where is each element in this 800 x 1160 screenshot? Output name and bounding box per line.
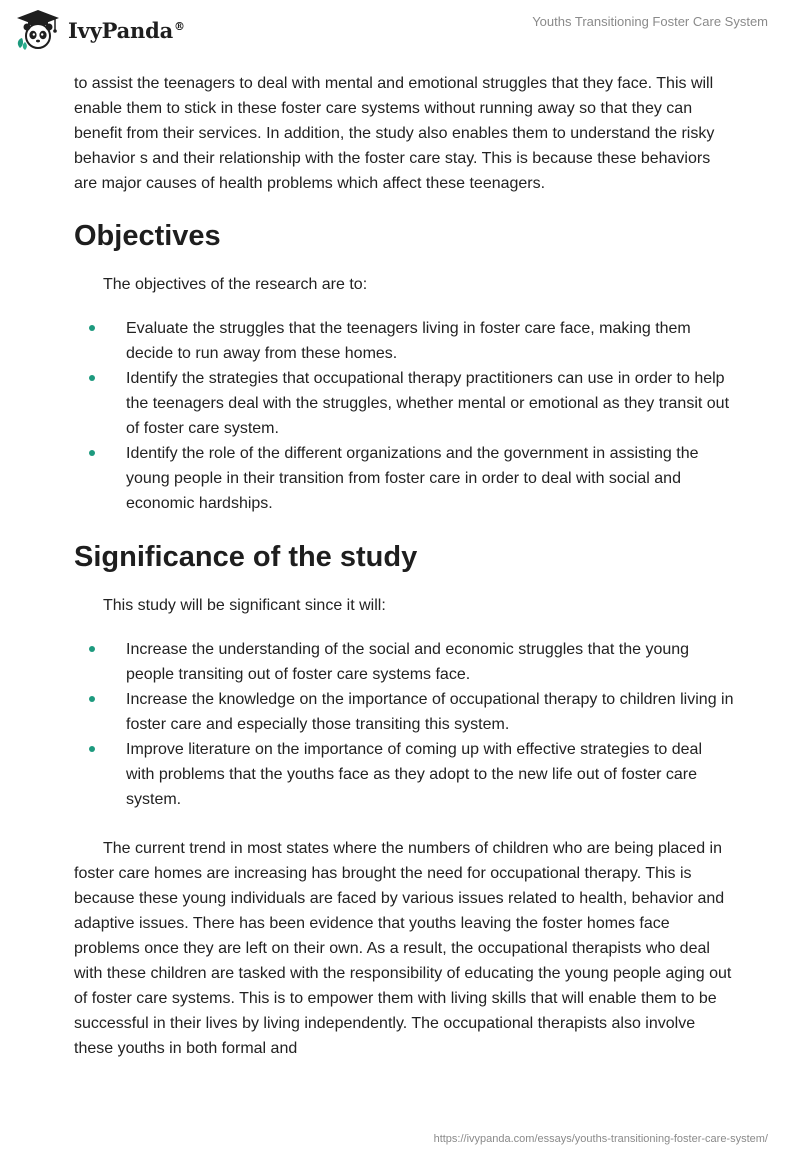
essay-content (74, 71, 734, 1061)
significance-lead: This study will be significant since it will: (103, 597, 386, 614)
brand-name: IvyPanda® (68, 17, 185, 43)
significance-list (74, 637, 734, 812)
objectives-heading: Objectives (74, 220, 221, 252)
list-item: Evaluate the struggles that the teenagers living in foster care face, making them decide to run away from these homes. (74, 316, 734, 366)
bullet-icon (89, 325, 95, 331)
objectives-lead: The objectives of the research are to: (103, 276, 368, 293)
bullet-icon (89, 375, 95, 381)
list-item: Improve literature on the importance of coming up with effective strategies to deal with problems that the youths face as they adopt to the new life out of foster care system. (74, 737, 734, 812)
list-item: Identify the strategies that occupational therapy practitioners can use in order to help the teenagers deal with the struggles, whether mental or emotional as they transit out of foster care system. (74, 366, 734, 441)
document-title: Youths Transitioning Foster Care System (532, 14, 768, 29)
bullet-icon (89, 746, 95, 752)
ivypanda-logo[interactable] (14, 8, 185, 52)
bullet-icon (89, 450, 95, 456)
closing-paragraph: The current trend in most states where the numbers of children who are being placed in foster care homes are increasing has brought the need for occupational therapy. This is because these young individuals are faced by various issues related to health, behavior and adaptive issues. There has been evidence that youths leaving the foster homes face problems once they are left on their own. As a result, the occupational therapists who deal with these children are tasked with the responsibility of educating the young people aging out of foster care systems. This is to empower them with living skills that will enable them to be successful in their lives by living independently. The occupational therapists also involve these youths in both formal and (74, 840, 732, 1057)
bullet-icon (89, 696, 95, 702)
source-url-link[interactable]: https://ivypanda.com/essays/youths-transitioning-foster-care-system/ (433, 1133, 768, 1145)
bullet-icon (89, 646, 95, 652)
objectives-list (74, 316, 734, 516)
list-item: Identify the role of the different organizations and the government in assisting the young people in their transition from foster care in order to deal with social and economic hardships. (74, 441, 734, 516)
significance-heading: Significance of the study (74, 541, 418, 573)
list-item: Increase the understanding of the social and economic struggles that the young people transiting out of foster care systems face. (74, 637, 734, 687)
panda-graduate-icon (14, 8, 62, 52)
page-header (0, 0, 800, 60)
list-item: Increase the knowledge on the importance of occupational therapy to children living in foster care and especially those transiting this system. (74, 687, 734, 737)
intro-paragraph: to assist the teenagers to deal with mental and emotional struggles that they face. This will enable them to stick in these foster care systems without running away so that they can benefit from their services. In addition, the study also enables them to understand the risky behavior s and their relationship with the foster care stay. This is because these behaviors are major causes of health problems which affect these teenagers. (74, 75, 715, 192)
